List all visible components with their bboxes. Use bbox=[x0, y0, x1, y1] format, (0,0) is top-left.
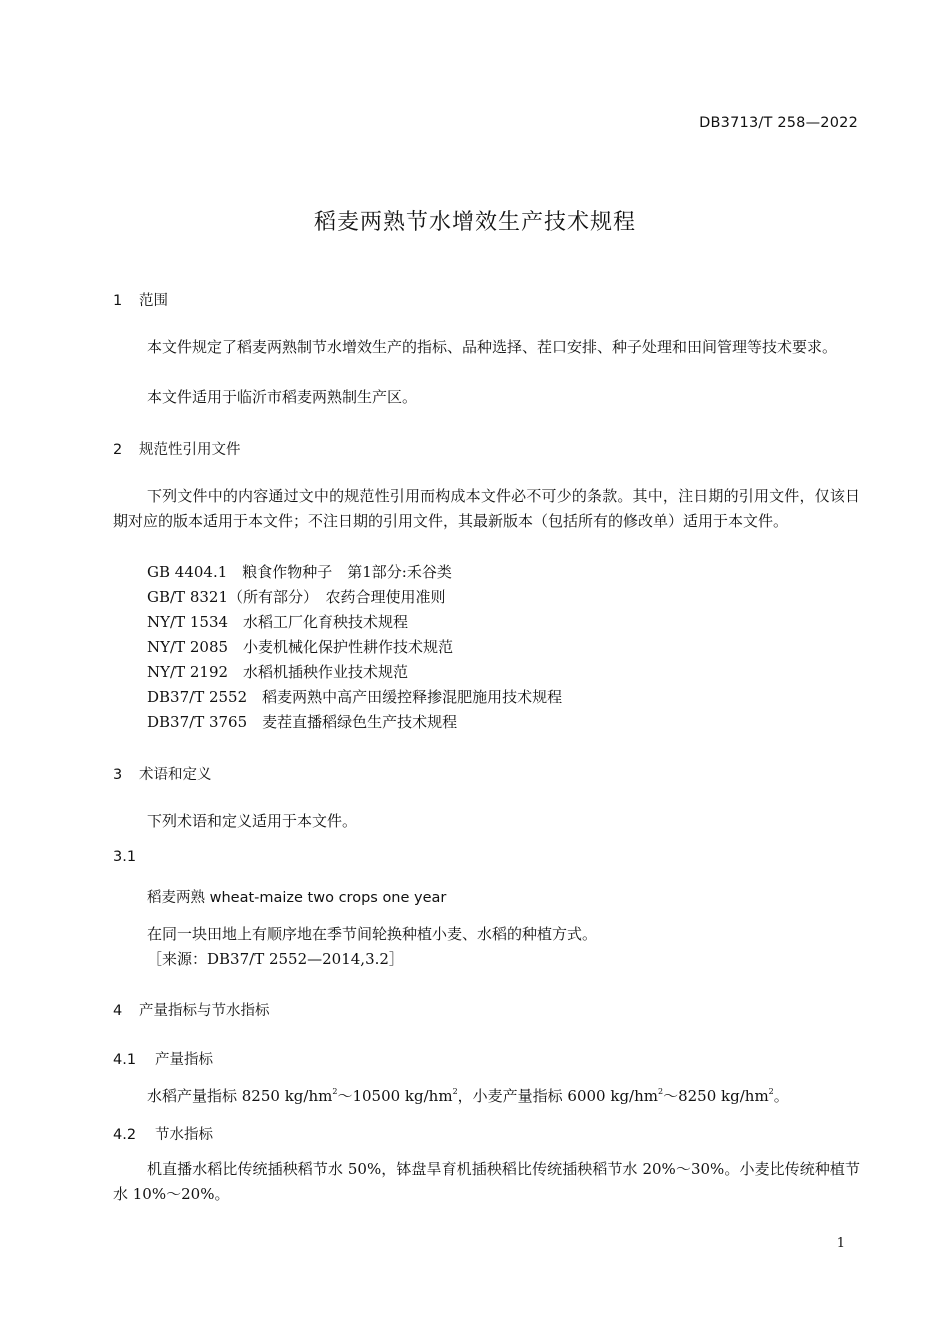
superscript: 2 bbox=[452, 1087, 458, 1096]
section-title: 规范性引用文件 bbox=[139, 442, 241, 458]
subsection-title: 节水指标 bbox=[155, 1127, 213, 1143]
water-saving-paragraph: 机直播水稻比传统插秧稻节水 50%，钵盘旱育机插秧稻比传统插秧稻节水 20%～30%。小麦比传统种植节水 10%～20%。 bbox=[113, 1160, 860, 1203]
normative-reference-item: DB37/T 2552 稻麦两熟中高产田缓控释掺混肥施用技术规程 bbox=[147, 688, 563, 706]
yield-text-part: ～8250 kg/hm bbox=[663, 1087, 769, 1105]
superscript: 2 bbox=[658, 1087, 664, 1096]
superscript: 2 bbox=[768, 1087, 774, 1096]
normative-reference-item: DB37/T 3765 麦茬直播稻绿色生产技术规程 bbox=[147, 713, 458, 731]
section-2-heading bbox=[113, 438, 241, 459]
subsection-title: 产量指标 bbox=[155, 1052, 213, 1068]
normative-reference-item: GB 4404.1 粮食作物种子 第1部分:禾谷类 bbox=[147, 563, 452, 581]
normative-reference-item: NY/T 2085 小麦机械化保护性耕作技术规范 bbox=[147, 638, 454, 656]
term-source: ［来源：DB37/T 2552—2014,3.2］ bbox=[147, 950, 404, 968]
section-title: 术语和定义 bbox=[139, 767, 212, 783]
yield-text-part: 。 bbox=[773, 1087, 789, 1105]
yield-text-part: ～10500 kg/hm bbox=[337, 1087, 453, 1105]
section-number: 2 bbox=[113, 442, 123, 458]
subsection-4-1-heading bbox=[113, 1048, 213, 1069]
term-entry: 稻麦两熟 wheat-maize two crops one year bbox=[147, 890, 447, 906]
section-3-paragraph-1: 下列术语和定义适用于本文件。 bbox=[147, 812, 358, 830]
subsection-4-2-heading bbox=[113, 1123, 213, 1144]
section-1-paragraph-2: 本文件适用于临沂市稻麦两熟制生产区。 bbox=[147, 388, 418, 406]
section-number: 1 bbox=[113, 293, 123, 309]
document-number: DB3713/T 258—2022 bbox=[699, 115, 858, 131]
superscript: 2 bbox=[332, 1087, 338, 1096]
page-number: 1 bbox=[836, 1236, 845, 1251]
normative-reference-item: NY/T 2192 水稻机插秧作业技术规范 bbox=[147, 663, 409, 681]
yield-index-paragraph bbox=[147, 1085, 789, 1106]
subsection-number: 4.2 bbox=[113, 1127, 137, 1143]
section-title: 范围 bbox=[139, 293, 168, 309]
subsection-3-1-number: 3.1 bbox=[113, 849, 137, 865]
section-1-paragraph-1: 本文件规定了稻麦两熟制节水增效生产的指标、品种选择、茬口安排、种子处理和田间管理等技术要求。 bbox=[147, 338, 838, 356]
section-2-paragraph-1: 下列文件中的内容通过文中的规范性引用而构成本文件必不可少的条款。其中，注日期的引用文件，仅该日期对应的版本适用于本文件；不注日期的引用文件，其最新版本（包括所有的修改单）适用于本文件。 bbox=[113, 487, 860, 530]
section-number: 4 bbox=[113, 1003, 123, 1019]
section-1-heading bbox=[113, 289, 168, 310]
section-4-heading bbox=[113, 999, 270, 1020]
normative-reference-item: GB/T 8321（所有部分） 农药合理使用准则 bbox=[147, 588, 446, 606]
section-number: 3 bbox=[113, 767, 123, 783]
normative-reference-item: NY/T 1534 水稻工厂化育秧技术规程 bbox=[147, 613, 409, 631]
subsection-number: 4.1 bbox=[113, 1052, 137, 1068]
section-3-heading bbox=[113, 763, 212, 784]
yield-text-part: ，小麦产量指标 6000 kg/hm bbox=[457, 1087, 658, 1105]
document-title: 稻麦两熟节水增效生产技术规程 bbox=[313, 210, 636, 235]
yield-text-part: 水稻产量指标 8250 kg/hm bbox=[147, 1087, 333, 1105]
term-definition: 在同一块田地上有顺序地在季节间轮换种植小麦、水稻的种植方式。 bbox=[147, 925, 598, 943]
section-title: 产量指标与节水指标 bbox=[139, 1003, 270, 1019]
